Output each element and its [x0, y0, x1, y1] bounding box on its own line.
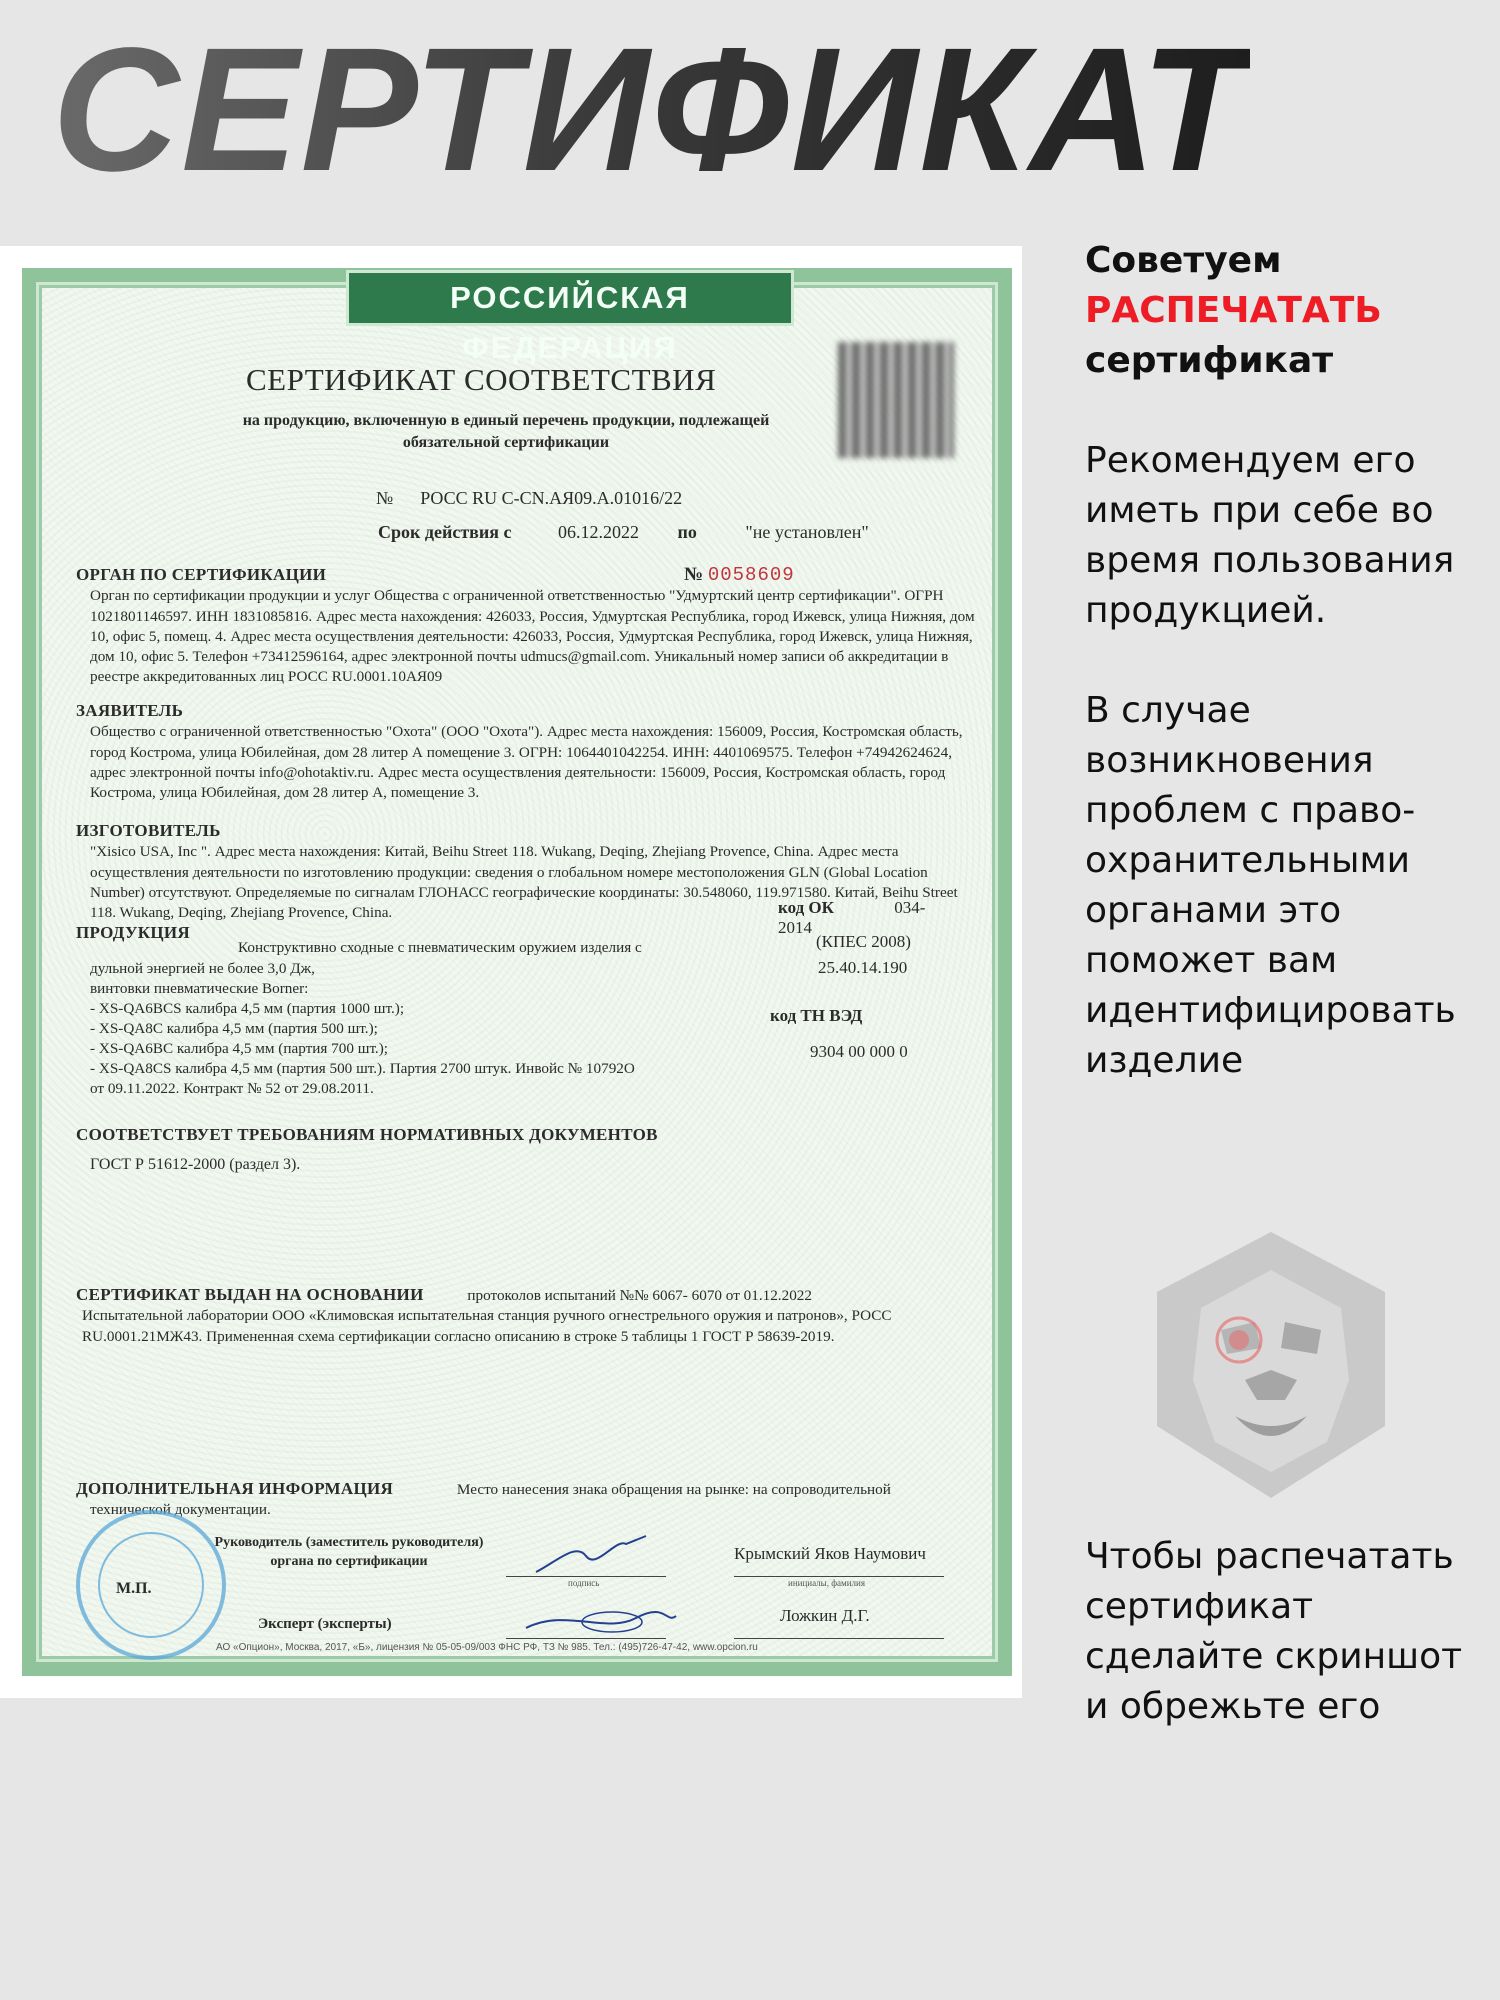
certificate-subtitle: на продукцию, включенную в единый перечень продукции, подлежащей обязательной сертификации — [242, 412, 770, 451]
section-text: ГОСТ Р 51612-2000 (раздел 3). — [90, 1156, 301, 1174]
product-line: винтовки пневматические Borner: — [90, 979, 309, 997]
section-basis — [76, 1284, 986, 1347]
page-headline: СЕРТИФИКАТ — [52, 12, 1251, 208]
section-heading: ОРГАН ПО СЕРТИФИКАЦИИ — [76, 565, 327, 584]
product-line: - XS-QA6BC калибра 4,5 мм (партия 700 шт.); — [90, 1039, 389, 1057]
product-line: дульной энергией не более 3,0 Дж, — [90, 959, 315, 977]
section-heading: СООТВЕТСТВУЕТ ТРЕБОВАНИЯМ НОРМАТИВНЫХ ДОКУМЕНТОВ — [76, 1125, 658, 1144]
validity-to: "не установлен" — [745, 522, 869, 542]
section-text: Орган по сертификации продукции и услуг Общества с ограниченной ответственностью "Удмуртский центр сертификации". ОГРН 1021801146597. ИНН 1831085816. Адрес места нахождения: 426033, Россия, Удмуртская Республика, город Ижевск, улица Нижняя, дом 10, офис 5, помещ. 4. Адрес места осуществления деятельности: 426033, Россия, Удмуртская Республика, город Ижевск, улица Нижняя, дом 10, офис 5. Телефон +73412596164, адрес электронной почты udmucs@gmail.com. Уникальный номер записи об аккредитации в реестре аккредитованных лиц РОСС RU.0001.10АЯ09 — [90, 587, 975, 685]
reg-label: № — [376, 488, 394, 508]
okpd-value: 034-2014 — [778, 898, 926, 937]
section-norms — [76, 1124, 986, 1176]
advice-keep-paragraph: Рекомендуем его иметь при себе во время пользования продукцией. — [1085, 440, 1455, 631]
section-heading: ПРОДУКЦИЯ — [76, 923, 191, 942]
lion-logo-icon — [1135, 1230, 1407, 1502]
name-caption: инициалы, фамилия — [788, 1578, 865, 1588]
basis-protocols: протоколов испытаний №№ 6067- 6070 от 01.12.2022 — [467, 1287, 812, 1304]
kpes-label: (КПЕС 2008) — [816, 932, 911, 951]
section-heading: ДОПОЛНИТЕЛЬНАЯ ИНФОРМАЦИЯ — [76, 1479, 394, 1498]
product-line: - XS-QA6BCS калибра 4,5 мм (партия 1000 шт.); — [90, 999, 405, 1017]
certificate-image — [0, 246, 1022, 1698]
advice-print-block — [1085, 236, 1490, 386]
validity-period — [378, 522, 938, 543]
section-heading: ЗАЯВИТЕЛЬ — [76, 701, 184, 720]
section-text: "Xisico USA, Inc ". Адрес места нахождения: Китай, Beihu Street 118. Wukang, Deqing, Zhejiang Provence, China. Адрес места осуществления деятельности по изготовлению продукции: сведения о глобальном номере местоположения GLN (Global Location Number) отсутствуют. Определяемые по сигналам ГЛОНАСС географические координаты: 30.548060, 119.971580. Китай, Beihu Street 118. Wukang, Deqing, Zhejiang Provence, China. — [90, 843, 958, 921]
advice-line-3: сертификат — [1085, 340, 1334, 381]
registration-number — [376, 488, 682, 509]
section-certification-body — [76, 564, 986, 687]
certificate-frame — [22, 268, 1012, 1676]
expert-label: Эксперт (эксперты) — [258, 1616, 392, 1632]
kpes-value: 25.40.14.190 — [818, 958, 908, 977]
product-line: - XS-QA8CS калибра 4,5 мм (партия 500 шт.). Партия 2700 штук. Инвойс № 10792O — [90, 1059, 635, 1077]
serial-label: № — [684, 564, 704, 585]
tnved-label: код ТН ВЭД — [770, 1006, 863, 1025]
mp-label: М.П. — [116, 1580, 152, 1597]
section-extra-info — [76, 1478, 986, 1521]
product-line: от 09.11.2022. Контракт № 52 от 29.08.2011. — [90, 1079, 374, 1097]
section-text: Общество с ограниченной ответственностью "Охота" (ООО "Охота"). Адрес места нахождения: 156009, Россия, Костромская область, город Кострома, улица Юбилейная, дом 28 литер А помещение 3. ОГРН: 1064401042254. ИНН: 4401069575. Телефон +74942624624, адрес электронной почты info@ohotaktiv.ru. Адрес места осуществления деятельности: 156009, Россия, Костромская область, город Кострома, улица Юбилейная, дом 28 литер А, помещение 3. — [90, 723, 963, 801]
product-line: Конструктивно сходные с пневматическим оружием изделия с — [238, 939, 642, 957]
expert-name: Ложкин Д.Г. — [780, 1606, 870, 1625]
product-line: - XS-QA8C калибра 4,5 мм (партия 500 шт.); — [90, 1019, 378, 1037]
head-label: Руководитель (заместитель руководителя) органа по сертификации — [214, 1535, 484, 1569]
serial-value: 0058609 — [707, 564, 795, 586]
okpd-label: код ОК — [778, 898, 834, 917]
signature-expert-icon — [516, 1598, 686, 1642]
section-text: Испытательной лаборатории ООО «Климовская испытательная станция ручного огнестрельного оружия и патронов», РОСС RU.0001.21МЖ43. Примененная схема сертификации согласно описанию в строке 5 таблицы 1 ГОСТ Р 58639-2019. — [82, 1307, 892, 1345]
certificate-banner: РОССИЙСКАЯ ФЕДЕРАЦИЯ — [346, 270, 794, 326]
section-heading: ИЗГОТОВИТЕЛЬ — [76, 821, 221, 840]
advice-screenshot-note: Чтобы распечатать сертификат сделайте скриншот и обрежьте его — [1085, 1536, 1463, 1727]
advice-line-1: Советуем — [1085, 240, 1282, 281]
reg-value: РОСС RU С-CN.АЯ09.А.01016/22 — [420, 488, 683, 508]
advice-column — [1085, 236, 1490, 1136]
certificate-title: СЕРТИФИКАТ СООТВЕТСТВИЯ — [246, 362, 717, 397]
tnved-value: 9304 00 000 0 — [810, 1042, 908, 1061]
certificate-footer: АО «Опцион», Москва, 2017, «Б», лицензия № 05-05-09/003 ФНС РФ, ТЗ № 985. Тел.: (495)726-47-42, www.opcion.ru — [216, 1642, 758, 1653]
section-applicant — [76, 700, 986, 803]
extra-inline: Место нанесения знака обращения на рынке: на сопроводительной — [456, 1481, 891, 1498]
sign-caption: подпись — [568, 1578, 600, 1588]
advice-law-paragraph: В случае возникновения проблем с право-охранительными органами это поможет вам идентифицировать изделие — [1085, 690, 1456, 1081]
qr-code-icon — [838, 342, 954, 458]
validity-from: 06.12.2022 — [558, 522, 639, 542]
head-name: Крымский Яков Наумович — [734, 1544, 926, 1563]
signature-head-icon — [526, 1532, 666, 1580]
section-product — [76, 922, 756, 1099]
validity-to-label: по — [677, 522, 697, 542]
validity-label: Срок действия с — [378, 522, 512, 542]
section-text: технической документации. — [90, 1501, 271, 1519]
section-heading: СЕРТИФИКАТ ВЫДАН НА ОСНОВАНИИ — [76, 1285, 424, 1304]
advice-line-2: РАСПЕЧАТАТЬ — [1085, 290, 1382, 331]
